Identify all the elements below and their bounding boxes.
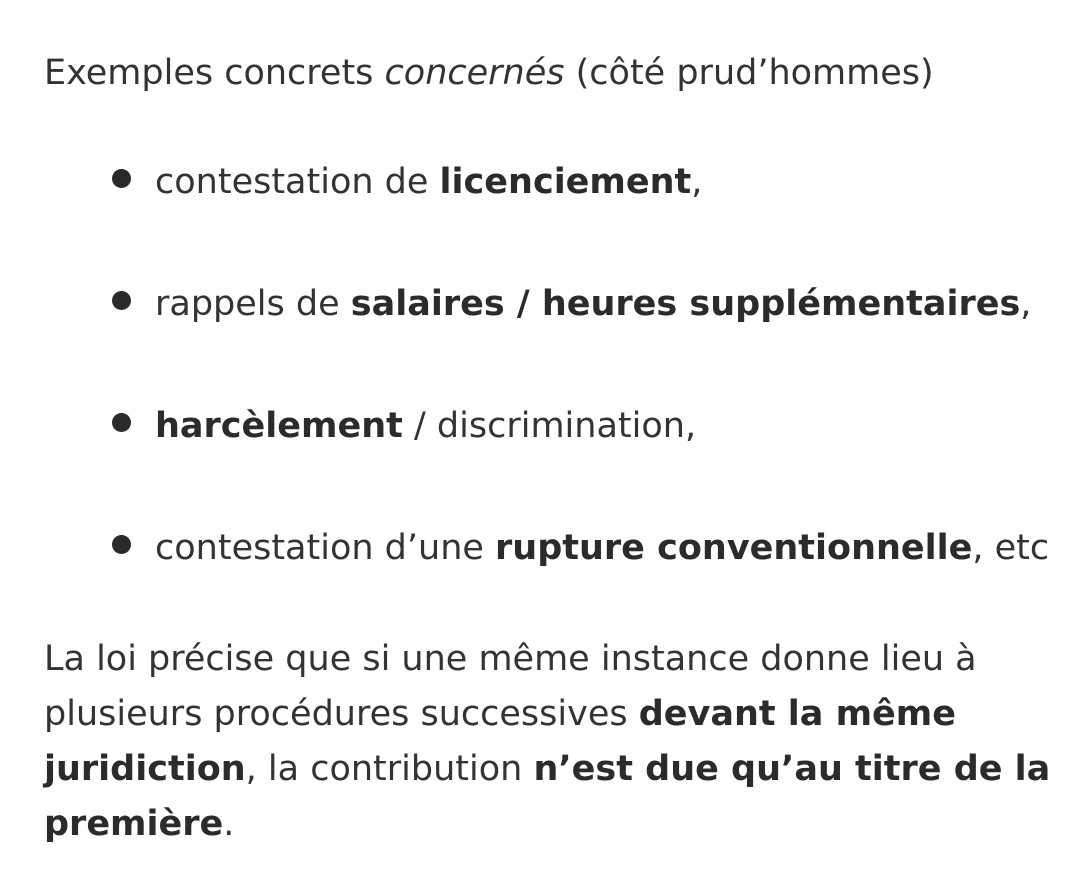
- list-item-bold: rupture conventionnelle: [495, 528, 973, 568]
- list-item-prefix: contestation d’une: [155, 528, 496, 568]
- list-item-bold: salaires / heures supplémentaires: [350, 284, 1021, 324]
- bullet-icon: [112, 413, 131, 432]
- closing-text: La loi précise que si une même instance donne lieu à plusieurs procédures successives: [44, 639, 977, 734]
- bullet-icon: [112, 291, 131, 310]
- intro-italic: concernés: [384, 53, 565, 93]
- list-item-text: [155, 152, 702, 212]
- list-item-bold: harcèlement: [155, 406, 403, 446]
- closing-period: .: [223, 804, 235, 844]
- list-item-suffix: ,: [691, 162, 703, 202]
- intro-suffix: (côté prud’hommes): [564, 53, 934, 93]
- intro-heading: [44, 46, 934, 100]
- list-item-prefix: contestation de: [155, 162, 440, 202]
- list-item-bold: licenciement: [439, 162, 692, 202]
- intro-text: Exemples concrets: [44, 53, 385, 93]
- list-item-prefix: rappels de: [155, 284, 351, 324]
- list-item-text: [155, 518, 1049, 578]
- list-item-suffix: / discrimination,: [402, 406, 697, 446]
- closing-bold-jurisdiction: devant la même juridiction: [44, 694, 957, 789]
- closing-bold-first: n’est due qu’au titre de la première: [44, 749, 1051, 844]
- list-item-suffix: , etc: [972, 528, 1050, 568]
- bullet-icon: [112, 535, 131, 554]
- closing-text: , la contribution: [245, 749, 534, 789]
- list-item-text: [155, 274, 1031, 334]
- closing-paragraph: [44, 632, 1054, 852]
- list-item-text: [155, 396, 696, 456]
- bullet-icon: [112, 169, 131, 188]
- list-item-suffix: ,: [1020, 284, 1032, 324]
